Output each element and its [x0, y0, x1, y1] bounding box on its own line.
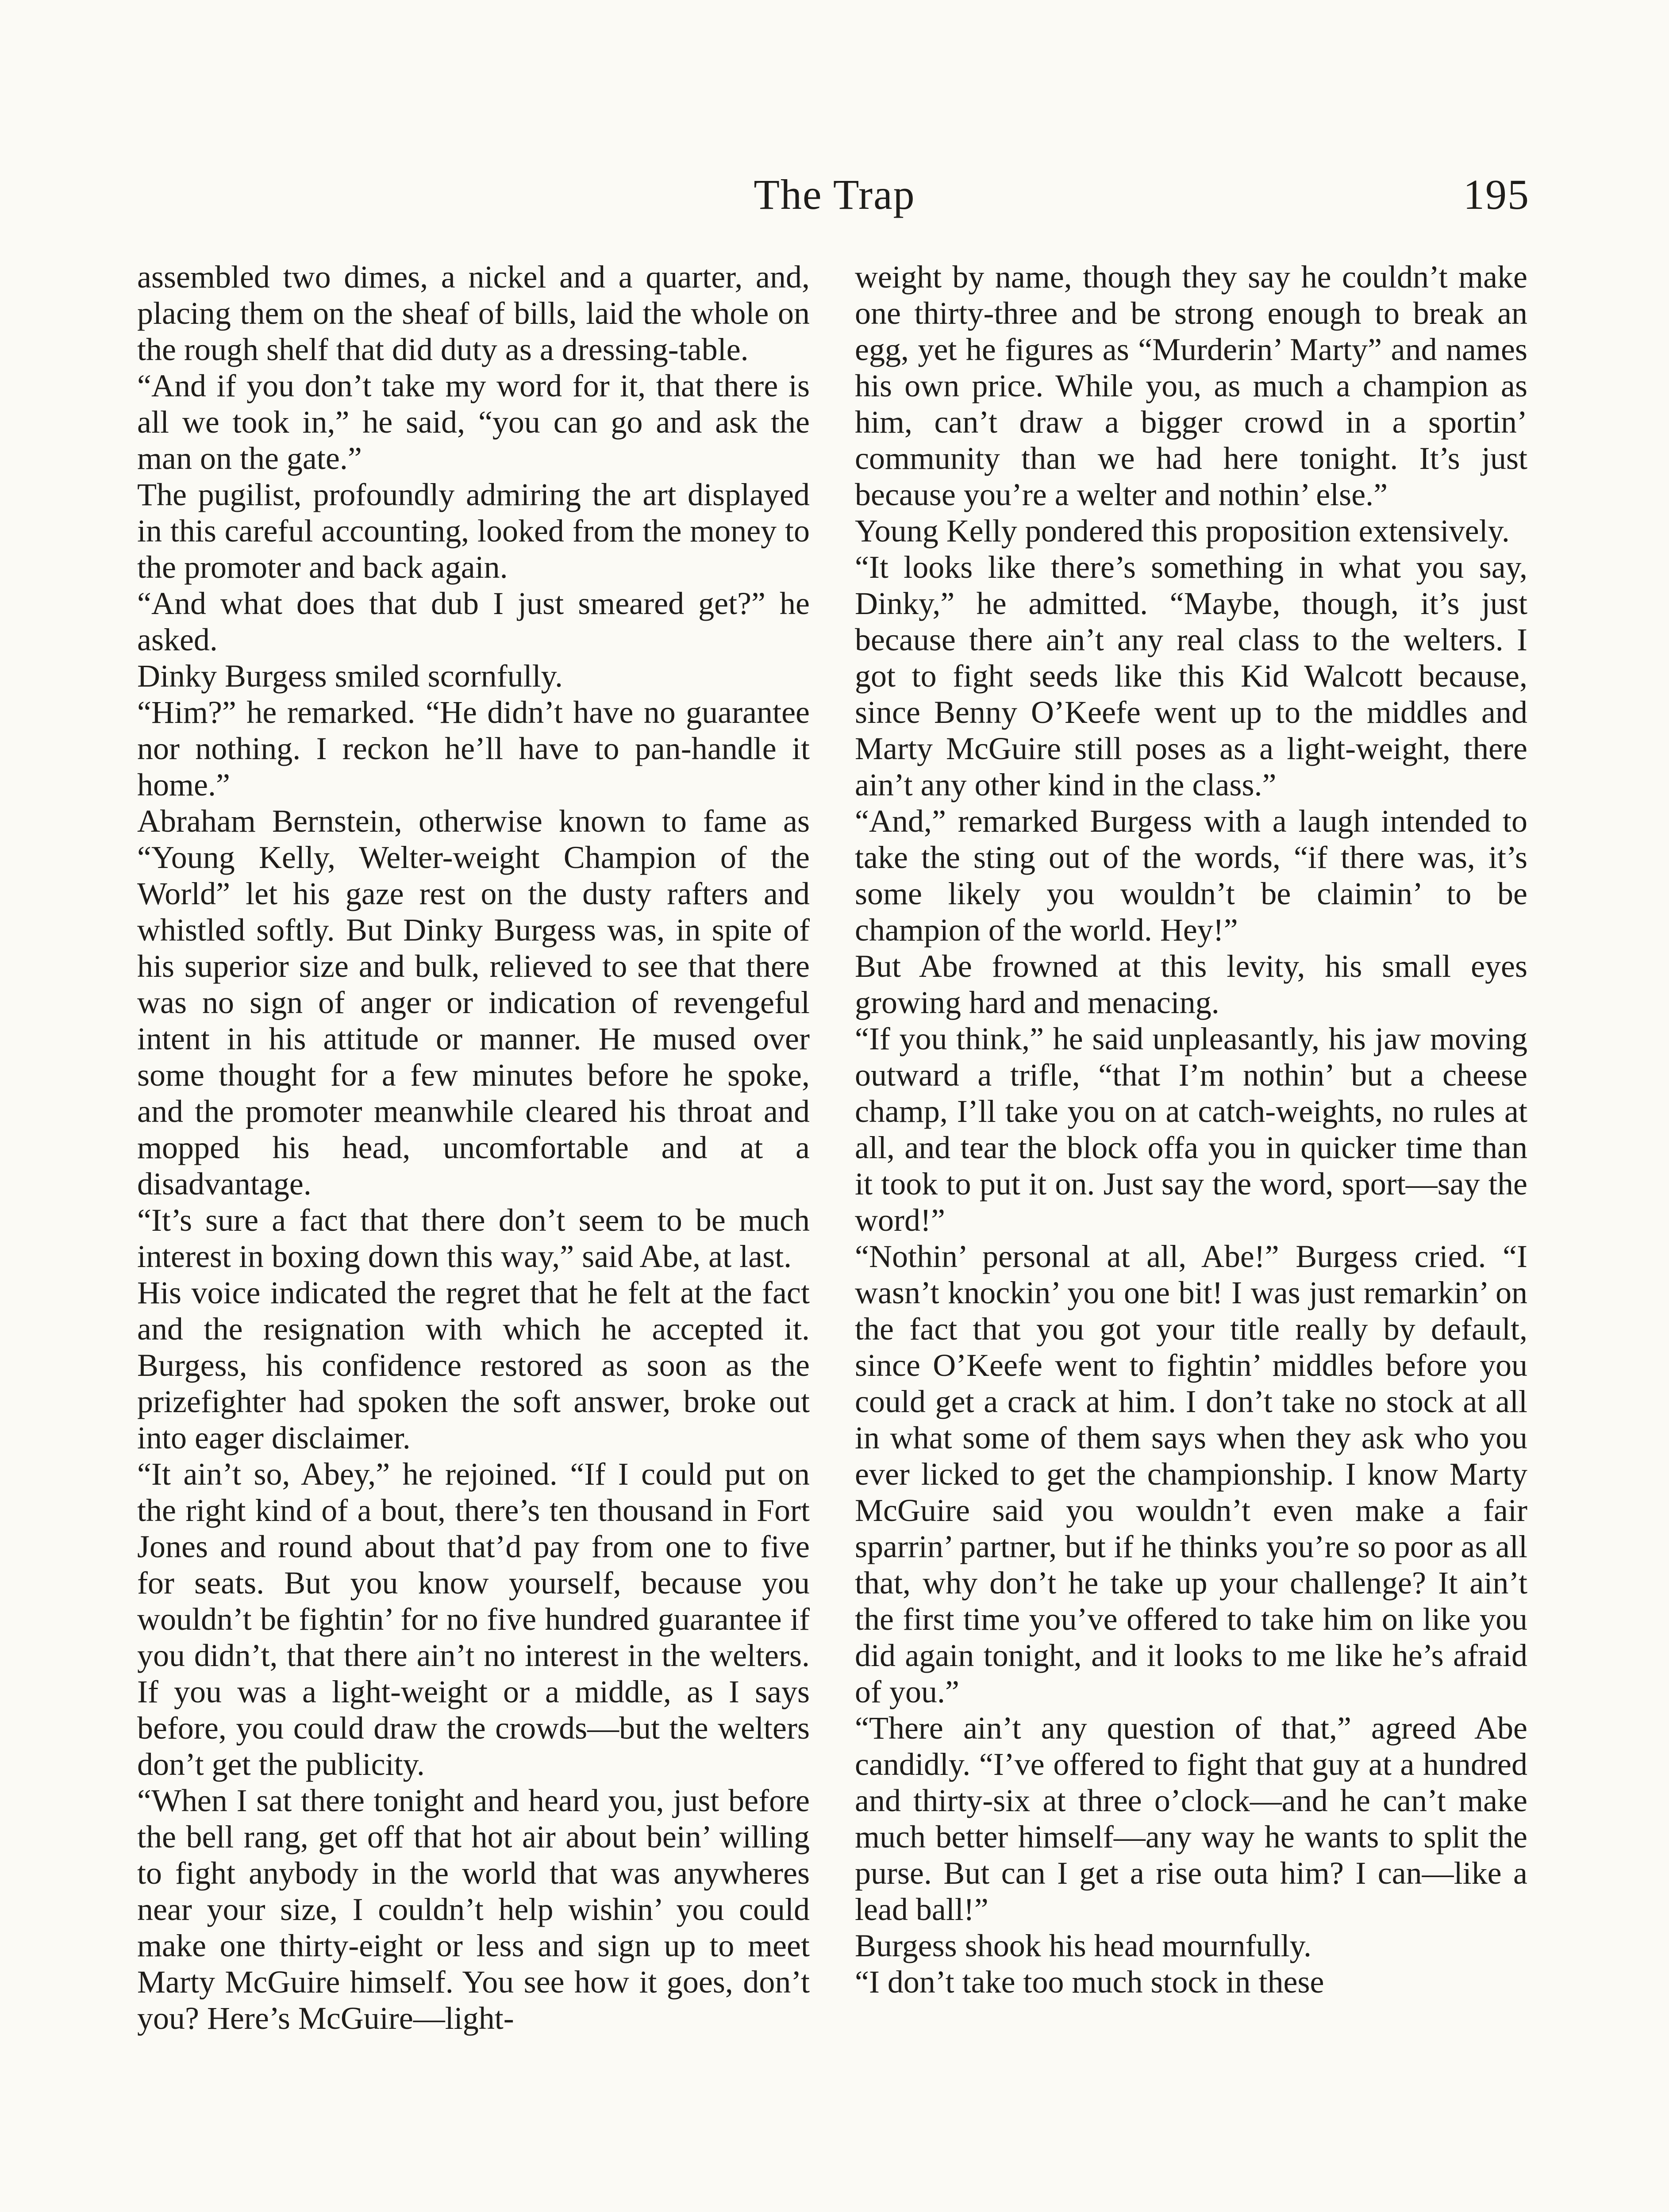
paragraph: “It’s sure a fact that there don’t seem to be much interest in boxing down this way,” said Abe, at last. [137, 1202, 810, 1274]
paragraph: “It ain’t so, Abey,” he rejoined. “If I could put on the right kind of a bout, there’s ten thousand in Fort Jones and round about that’d pay from one to five for seats. But you know yourself, because you wouldn’t be fightin’ for no five hundred guarantee if you didn’t, that there ain’t no interest in the welters. If you was a light-weight or a middle, as I says before, you could draw the crowds—but the welters don’t get the publicity. [137, 1456, 810, 1782]
paragraph: “I don’t take too much stock in these [855, 1964, 1324, 2000]
left-column [137, 259, 810, 2212]
paragraph: “There ain’t any question of that,” agreed Abe candidly. “I’ve offered to fight that guy at a hundred and thirty-six at three o’clock—and he can’t make much better himself—any way he wants to split the purse. But can I get a rise outa him? I can—like a lead ball!” [855, 1710, 1527, 1927]
paragraph: Young Kelly pondered this proposition extensively. [855, 513, 1510, 549]
paragraph: His voice indicated the regret that he felt at the fact and the resignation with which he accepted it. Burgess, his confidence restored as soon as the prizefighter had spoken the soft answer, broke out into eager disclaimer. [137, 1275, 810, 1455]
paragraph: “And what does that dub I just smeared get?” he asked. [137, 586, 810, 657]
paragraph: The pugilist, profoundly admiring the art displayed in this careful accounting, looked from the money to the promoter and back again. [137, 477, 810, 585]
paragraph: “When I sat there tonight and heard you, just before the bell rang, get off that hot air about bein’ willing to fight anybody in the world that was anywheres near your size, I couldn’t help wishin’ you could make one thirty-eight or less and sign up to meet Marty McGuire himself. You see how it goes, don’t you? Here’s McGuire—light- [137, 1783, 810, 2036]
paragraph: “And if you don’t take my word for it, that there is all we took in,” he said, “you can go and ask the man on the gate.” [137, 368, 810, 476]
paragraph: Abraham Bernstein, otherwise known to fame as “Young Kelly, Welter-weight Champion of the World” let his gaze rest on the dusty rafters and whistled softly. But Dinky Burgess was, in spite of his superior size and bulk, relieved to see that there was no sign of anger or indication of revengeful intent in his attitude or manner. He mused over some thought for a few minutes before he spoke, and the promoter meanwhile cleared his throat and mopped his head, uncomfortable and at a disadvantage. [137, 803, 810, 1202]
paragraph: “Him?” he remarked. “He didn’t have no guarantee nor nothing. I reckon he’ll have to pan-handle it home.” [137, 695, 810, 803]
paragraph: weight by name, though they say he couldn’t make one thirty-three and be strong enough to break an egg, yet he figures as “Murderin’ Marty” and names his own price. While you, as much a champion as him, can’t draw a bigger crowd in a sportin’ community than we had here tonight. It’s just because you’re a welter and nothin’ else.” [855, 259, 1527, 512]
running-head [0, 164, 1669, 226]
paragraph: “Nothin’ personal at all, Abe!” Burgess cried. “I wasn’t knockin’ you one bit! I was just remarkin’ on the fact that you got your title really by default, since O’Keefe went to fightin’ middles before you could get a crack at him. I don’t take no stock at all in what some of them says when they ask who you ever licked to get the championship. I know Marty McGuire said you wouldn’t even make a fair sparrin’ partner, but if he thinks you’re so poor as all that, why don’t he take up your challenge? It ain’t the first time you’ve offered to take him on like you did again tonight, and it looks to me like he’s afraid of you.” [855, 1239, 1527, 1709]
paragraph: Burgess shook his head mournfully. [855, 1928, 1311, 1963]
running-title: The Trap [754, 171, 915, 218]
paragraph: But Abe frowned at this levity, his small eyes growing hard and menacing. [855, 949, 1527, 1020]
paragraph: “If you think,” he said unpleasantly, his jaw moving outward a trifle, “that I’m nothin’ but a cheese champ, I’ll take you on at catch-weights, no rules at all, and tear the block offa you in quicker time than it took to put it on. Just say the word, sport—say the word!” [855, 1021, 1527, 1238]
paragraph: assembled two dimes, a nickel and a quarter, and, placing them on the sheaf of bills, laid the whole on the rough shelf that did duty as a dressing-table. [137, 259, 810, 367]
page-number: 195 [1463, 171, 1530, 218]
paragraph: “It looks like there’s something in what you say, Dinky,” he admitted. “Maybe, though, it’s just because there ain’t any real class to the welters. I got to fight seeds like this Kid Walcott because, since Benny O’Keefe went up to the middles and Marty McGuire still poses as a light-weight, there ain’t any other kind in the class.” [855, 549, 1527, 803]
paragraph: “And,” remarked Burgess with a laugh intended to take the sting out of the words, “if there was, it’s some likely you wouldn’t be claimin’ to be champion of the world. Hey!” [855, 803, 1527, 948]
right-column [855, 259, 1527, 2212]
paragraph: Dinky Burgess smiled scornfully. [137, 658, 563, 694]
